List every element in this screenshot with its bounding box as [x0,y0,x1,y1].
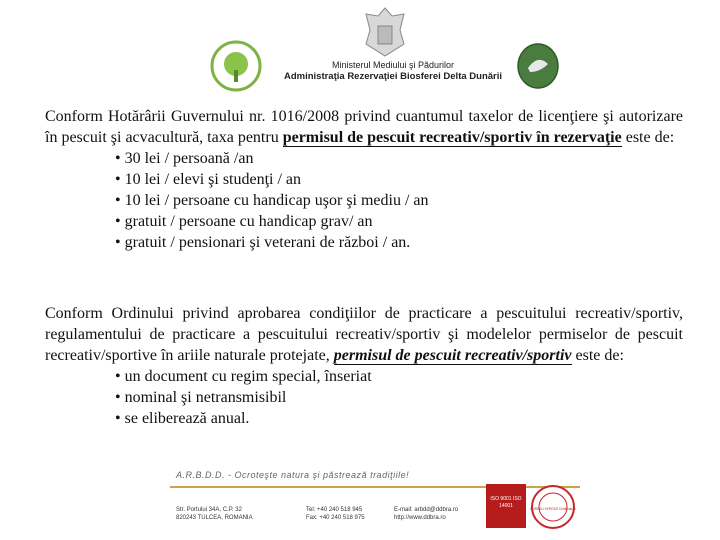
address-line: 820243 TULCEA, ROMANIA [176,515,253,521]
phone: Tel: +40 240 518 945 [306,507,363,513]
list-item: • 10 lei / persoane cu handicap uşor şi mediu / an [115,190,683,211]
letterhead [0,0,720,100]
list-item: • se eliberează anual. [115,408,683,429]
ministry-name [268,60,518,82]
list-item: • 10 lei / elevi şi studenţi / an [115,169,683,190]
permit-outro: este de: [571,347,624,364]
email-link[interactable]: E-mail: arbdd@ddbra.ro [394,507,459,513]
green-tree-logo-icon [210,40,262,92]
fee-emphasis: permisul de pescuit recreativ/sportiv în rezervaţie [282,129,622,146]
romania-coat-of-arms-icon [362,4,408,60]
fee-outro: este de: [621,129,675,146]
organization-label: Administraţia Rezervaţiei Biosferei Delta Dunării [283,71,503,82]
permit-paragraph [45,303,683,429]
delta-bird-logo-icon [516,42,560,90]
permit-list [45,366,683,429]
fee-list [45,148,683,253]
bureau-veritas-seal-icon [530,484,576,530]
list-item: • gratuit / persoane cu handicap grav/ an [115,211,683,232]
bureau-veritas-label: BUREAU VERITAS Certification [530,507,576,511]
iso-certification-badge [486,484,526,528]
permit-emphasis: permisul de pescuit recreativ/sportiv [333,347,572,364]
fee-paragraph [45,106,683,253]
list-item: • un document cu regim special, înseriat [115,366,683,387]
footer-slogan: A.R.B.D.D. - Ocroteşte natura şi păstrează tradiţiile! [176,470,410,480]
iso-badge-label: ISO 9001 ISO 14001 [490,496,522,509]
ministry-label: Ministerul Mediului şi Pădurilor [331,60,455,70]
address-line: Str. Portului 34A, C.P. 32 [176,507,242,513]
permit-intro: Conform Ordinului privind aprobarea condiţiilor de practicare a pescuitului recreativ/sportiv, regulamentului de practicare a pescuitului recreativ/sportiv şi modelelor permiselor de pescuit recreativ/sportive în ariile naturale protejate, [45,305,683,364]
fee-intro: Conform Hotărârii Guvernului nr. 1016/2008 privind cuantumul taxelor de licenţiere şi autorizare în pescuit şi acvacultură, taxa pentru [45,108,683,146]
list-item: • 30 lei / persoană /an [115,148,683,169]
list-item: • gratuit / pensionari şi veterani de război / an. [115,232,683,253]
website-link[interactable]: http://www.ddbra.ro [394,515,446,521]
fax: Fax: +40 240 518 975 [306,515,365,521]
list-item: • nominal şi netransmisibil [115,387,683,408]
